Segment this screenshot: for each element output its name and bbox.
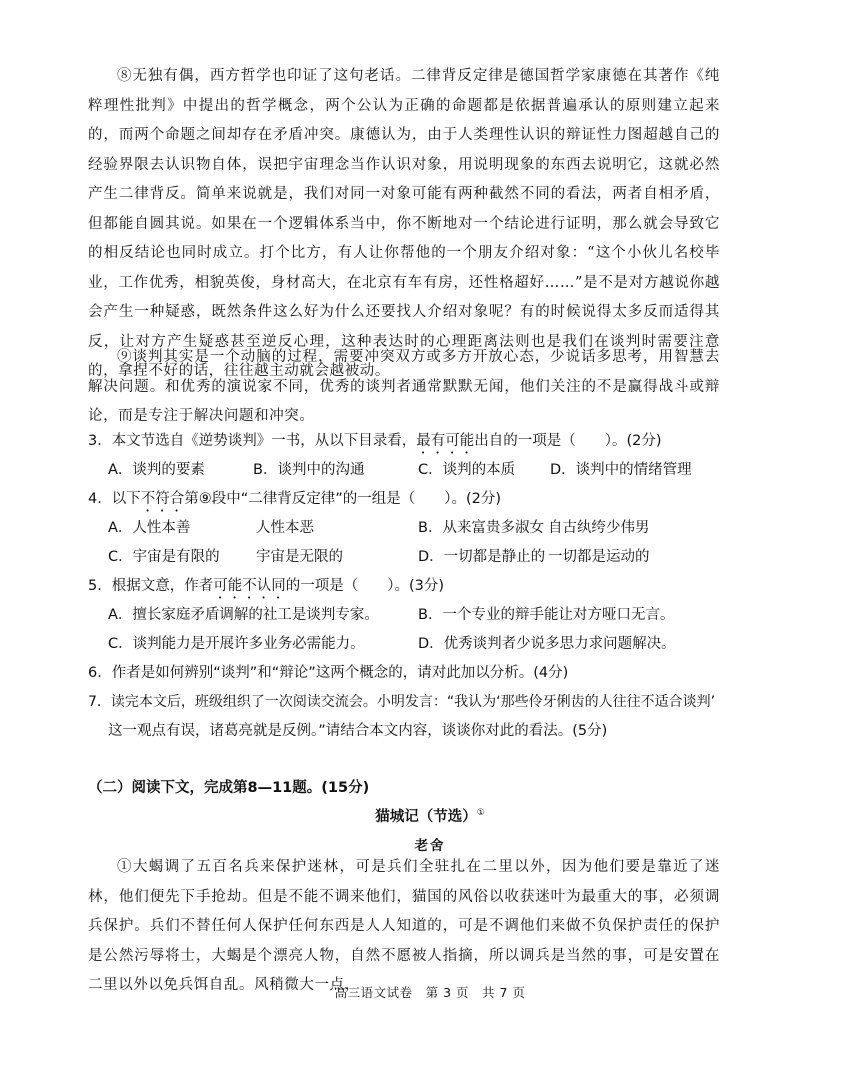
question-5-stem-tail: 的一项是（ ）。(3分) — [285, 578, 445, 594]
question-3-stem-text: 3．本文节选自《逆势谈判》一书，从以下目录看， — [88, 433, 417, 449]
passage-title-text: 猫城记（节选） — [375, 809, 477, 825]
passage-title-footnote-marker: ① — [476, 808, 485, 819]
question-5-stem — [88, 572, 728, 602]
question-3-stem — [88, 427, 728, 457]
question-4-option-a-first: A．人性本善 — [108, 520, 191, 536]
question-4-emphasis: 不符合 — [140, 491, 185, 507]
question-4-options-row-1 — [108, 514, 728, 543]
question-4-stem-text: 4．以下 — [88, 491, 141, 507]
question-4-option-b-first: B．从来富贵多淑女 — [418, 520, 544, 536]
passage-paragraph-8: ⑧无独有偶，西方哲学也印证了这句老话。二律背反定律是德国哲学家康德在其著作《纯粹理性批判》中提出的哲学概念，两个公认为正确的命题都是依据普遍承认的原则建立起来的，而两个命题之间却存在矛盾冲突。康德认为，由于人类理性认识的辩证性力图超越自己的经验界限去认识物自体，误把宇宙理念当作认识对象，用说明现象的东西去说明它，这就必然产生二律背反。简单来说就是，我们对同一对象可能有两种截然不同的看法，两者自相矛盾，但都能自圆其说。如果在一个逻辑体系当中，你不断地对一个结论进行证明，那么就会导致它的相反结论也同时成立。打个比方，有人让你帮他的一个朋友介绍对象：“这个小伙儿名校毕业，工作优秀，相貌英俊，身材高大，在北京有车有房，还性格超好……”是不是对方越说你越会产生一种疑惑，既然条件这么好为什么还要找人介绍对象呢？有的时候说得太多反而适得其反，让对方产生疑惑甚至逆反心理，这种表达时的心理距离法则也是我们在谈判时需要注意的，拿捏不好的话，往往越主动就会越被动。 — [88, 68, 720, 379]
section-2-heading: （二）阅读下文，完成第8—11题。(15分) — [88, 780, 370, 796]
question-3-option-b: B．谈判中的沟通 — [253, 462, 365, 478]
question-4-options-row-2 — [108, 543, 728, 572]
question-4-option-b-second: 自古纨绔少伟男 — [548, 520, 650, 536]
passage-paragraph-9: ⑨谈判其实是一个动脑的过程，需要冲突双方或多方开放心态，少说话多思考，用智慧去解决问题。和优秀的演说家不同，优秀的谈判者通常默默无闻，他们关注的不是赢得战斗或辩论，而是专注于解决问题和冲突。 — [88, 349, 720, 424]
passage-author: 老舍 — [414, 838, 446, 854]
question-3-option-a: A．谈判的要素 — [108, 462, 205, 478]
passage-title — [0, 805, 860, 826]
question-3-stem-tail: 出自的一项是（ ）。(2分) — [474, 433, 662, 449]
question-4-stem — [88, 485, 728, 515]
question-4-option-a-second: 人性本恶 — [256, 520, 314, 536]
question-3-options — [108, 456, 728, 485]
question-7-line-1: 7．读完本文后，班级组织了一次阅读交流会。小明发言：“我认为‘那些伶牙俐齿的人往往不适合谈判’ — [88, 694, 716, 710]
question-5-option-b: B．一个专业的辩手能让对方哑口无言。 — [418, 607, 675, 623]
question-5-option-a: A．擅长家庭矛盾调解的社工是谈判专家。 — [108, 607, 379, 623]
question-3-emphasis: 最有可能 — [416, 433, 475, 449]
question-3-option-c: C．谈判的本质 — [418, 462, 516, 478]
question-5-emphasis: 可能不认同 — [213, 578, 286, 594]
question-4-option-d-second: 一切都是运动的 — [548, 549, 650, 565]
question-4-option-c-first: C．宇宙是有限的 — [108, 549, 220, 565]
question-3-option-d: D．谈判中的情绪管理 — [550, 462, 692, 478]
question-4-stem-tail: 第⑨段中“二律背反定律”的一组是（ ）。(2分) — [184, 491, 502, 507]
question-5-option-d: D．优秀谈判者少说多思力求问题解决。 — [418, 636, 676, 652]
question-5-options-row-2 — [108, 630, 728, 659]
page-footer: 高三语文试卷 第 3 页 共 7 页 — [334, 985, 526, 1000]
passage-2-paragraph-1: ①大蝎调了五百名兵来保护迷林，可是兵们全驻扎在二里以外，因为他们要是靠近了迷林，他们便先下手抢劫。但是不能不调来他们，猫国的风俗以收获迷叶为最重大的事，必须调兵保护。兵们不替任何人保护任何东西是人人知道的，可是不调他们来做不负保护责任的保护是公然污辱将士，大蝎是个漂亮人物，自然不愿被人指摘，所以调兵是当然的事，可是安置在二里以外以免兵饵自乱。风稍微大一点， — [88, 859, 720, 993]
question-5-option-c: C．谈判能力是开展许多业务必需能力。 — [108, 636, 365, 652]
question-4-option-d-first: D．一切都是静止的 — [418, 549, 546, 565]
question-7-line-2: 这一观点有误，诸葛亮就是反例。”请结合本文内容，谈谈你对此的看法。(5分) — [108, 723, 608, 739]
question-4-option-c-second: 宇宙是无限的 — [256, 549, 343, 565]
question-5-options-row-1 — [108, 601, 728, 630]
question-5-stem-text: 5．根据文意，作者 — [88, 578, 214, 594]
question-6: 6．作者是如何辨别“谈判”和“辩论”这两个概念的，请对此加以分析。(4分) — [88, 665, 569, 681]
